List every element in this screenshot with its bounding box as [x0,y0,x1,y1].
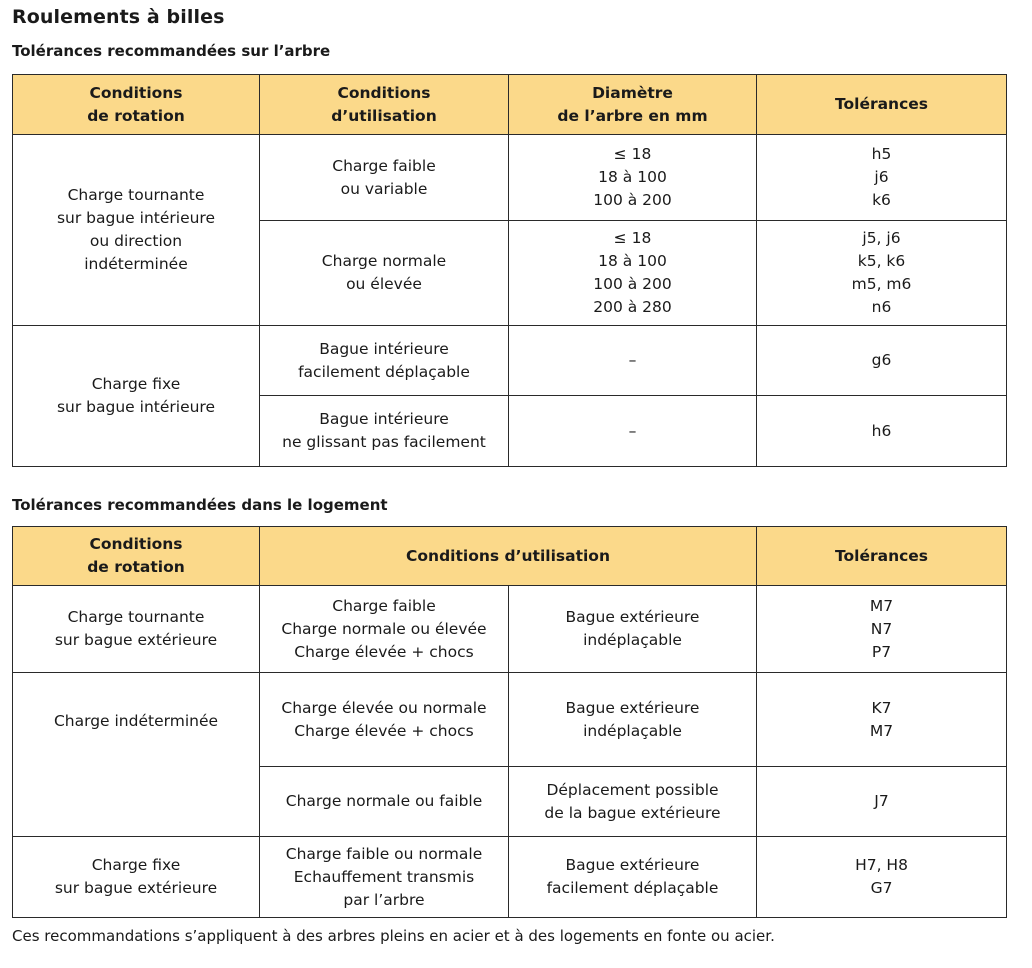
ring-cell [509,767,757,837]
cell-line: M7 [869,596,894,615]
cell-line: Charge élevée + chocs [294,721,474,740]
header-usage [260,75,509,135]
cell-line: Charge fixe [91,856,181,874]
cell-line: – [628,421,637,440]
rotation-cell [13,837,260,918]
cell-line: j6 [874,168,889,186]
cell-line: Charge tournante [67,186,205,204]
rotation-cell [13,135,260,326]
cell-line: Bague extérieure [565,698,700,717]
cell-line: Charge faible ou normale [285,844,483,863]
tolerance-cell [757,837,1007,918]
cell-line: Conditions [337,83,431,102]
cell-line: Déplacement possible [546,780,719,799]
header-tolerances [757,527,1007,586]
header-diameter [509,75,757,135]
cell-line: Charge normale ou élevée [281,619,487,638]
cell-line: m5, m6 [851,275,912,293]
tolerance-cell [757,767,1007,837]
cell-line: 200 à 280 [593,298,672,316]
usage-cell [260,326,509,396]
cell-line: facilement déplaçable [546,879,719,897]
cell-line: de rotation [87,558,185,576]
diameter-cell [509,326,757,396]
cell-line: Bague intérieure [319,339,449,358]
cell-line: Tolérances [834,95,929,113]
page-title: Roulements à billes [12,6,225,28]
tolerance-cell [757,673,1007,767]
tolerance-cell [757,396,1007,467]
cell-line: Charge indéterminée [53,712,219,730]
cell-line: h5 [871,145,892,163]
cell-line: indéterminée [84,255,188,273]
cell-line: Charge normale [321,252,447,270]
diameter-cell [509,221,757,326]
cell-line: Charge fixe [91,375,181,393]
cell-line: ≤ 18 [613,229,652,247]
cell-line: Charge faible [332,596,436,615]
cell-line: Conditions d’utilisation [406,546,610,565]
cell-line: sur bague extérieure [54,631,218,649]
cell-line: ≤ 18 [613,145,652,163]
cell-line: Charge faible [332,156,436,175]
cell-line: Diamètre [592,83,673,102]
cell-line: n6 [871,298,892,316]
cell-line: Bague extérieure [565,856,700,874]
cell-line: d’utilisation [331,106,437,125]
cell-line: sur bague extérieure [54,879,218,897]
rotation-cell [13,326,260,467]
cell-line: – [628,351,637,369]
housing-tolerance-table [12,526,1007,918]
tolerance-cell [757,326,1007,396]
cell-line: Charge élevée + chocs [294,642,474,661]
cell-line: 100 à 200 [593,275,672,293]
header-rotation [13,527,260,586]
usage-cell [260,396,509,467]
cell-line: Tolérances [834,546,929,565]
cell-line: k5, k6 [857,252,906,270]
cell-line: sur bague intérieure [56,209,215,227]
cell-line: Conditions [89,535,183,553]
tolerance-cell [757,135,1007,221]
cell-line: de l’arbre en mm [557,106,708,125]
shaft-section-title: Tolérances recommandées sur l’arbre [12,42,331,60]
cell-line: Bague intérieure [319,410,449,428]
rotation-cell [13,673,260,837]
cell-line: j5, j6 [862,229,901,247]
diameter-cell [509,135,757,221]
cell-line: H7, H8 [855,856,908,874]
cell-line: G7 [870,879,893,897]
load-cell [260,837,509,918]
cell-line: 18 à 100 [598,252,667,270]
cell-line: h6 [871,421,892,440]
cell-line: de la bague extérieure [544,803,721,822]
ring-cell [509,837,757,918]
ring-cell [509,586,757,673]
cell-line: k6 [872,191,891,209]
cell-line: ou direction [89,232,183,250]
cell-line: ne glissant pas facilement [282,433,486,451]
cell-line: K7 [871,698,892,717]
rotation-cell [13,586,260,673]
cell-line: Echauffement transmis [293,867,475,886]
footnote: Ces recommandations s’appliquent à des arbres pleins en acier et à des logements en fonte ou acier. [12,927,775,945]
cell-line: P7 [871,642,892,661]
header-usage [260,527,757,586]
cell-line: de rotation [87,106,185,125]
cell-line: g6 [871,351,892,369]
tolerance-cell [757,221,1007,326]
load-cell [260,767,509,837]
cell-line: 100 à 200 [593,191,672,209]
cell-line: ou élevée [346,275,422,293]
cell-line: sur bague intérieure [56,398,215,416]
cell-line: Charge élevée ou normale [281,698,487,717]
cell-line: indéplaçable [583,721,682,740]
cell-line: facilement déplaçable [298,362,470,381]
cell-line: Bague extérieure [565,608,700,626]
diameter-cell [509,396,757,467]
cell-line: Charge normale ou faible [285,792,483,810]
cell-line: N7 [870,619,893,638]
tolerance-cell [757,586,1007,673]
load-cell [260,673,509,767]
header-tolerances [757,75,1007,135]
housing-section-title: Tolérances recommandées dans le logement [12,496,388,514]
usage-cell [260,221,509,326]
ring-cell [509,673,757,767]
cell-line: ou variable [340,179,428,198]
cell-line: par l’arbre [343,890,425,909]
load-cell [260,586,509,673]
cell-line: 18 à 100 [598,168,667,186]
shaft-tolerance-table [12,74,1007,467]
cell-line: J7 [874,792,889,810]
header-rotation [13,75,260,135]
cell-line: M7 [869,721,894,740]
cell-line: indéplaçable [583,631,682,649]
usage-cell [260,135,509,221]
cell-line: Charge tournante [67,608,205,626]
cell-line: Conditions [89,83,183,102]
